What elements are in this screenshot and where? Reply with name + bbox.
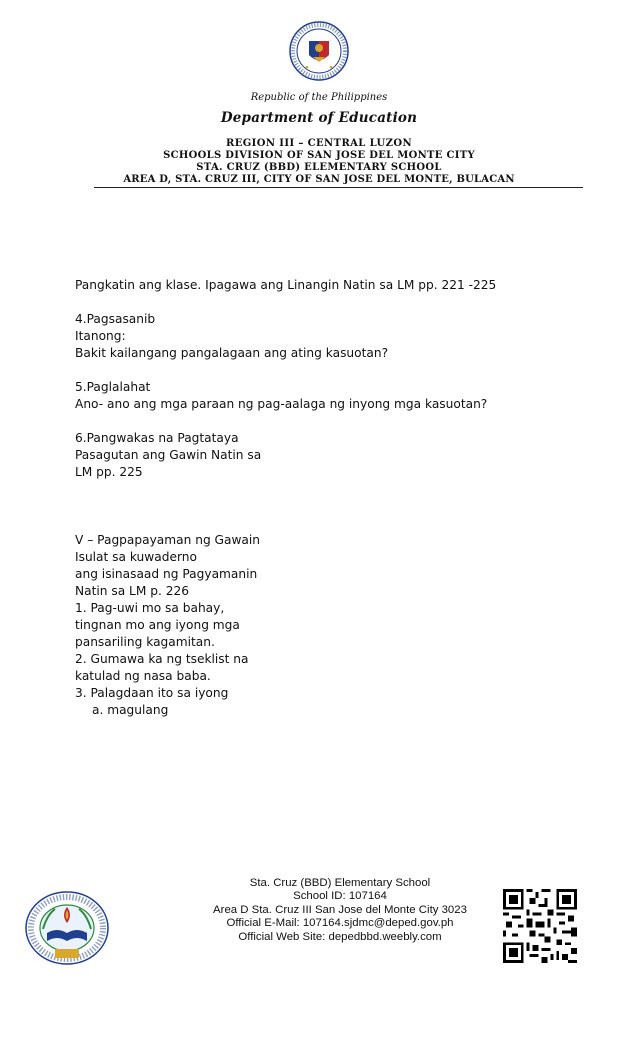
pagpapayaman-line: tingnan mo ang iyong mga [75, 618, 240, 632]
pagtataya-line: LM pp. 225 [75, 465, 143, 479]
pagpapayaman-heading: V – Pagpapayaman ng Gawain [75, 533, 261, 547]
footer-website: Official Web Site: depedbbd.weebly.com [238, 930, 442, 943]
pagpapayaman-line: katulad ng nasa baba. [75, 669, 211, 683]
header-divider [94, 187, 583, 188]
footer-contact [180, 877, 500, 944]
intro-text: Pangkatin ang klase. Ipagawa ang Linangin Natin sa LM pp. 221 -225 [75, 278, 497, 292]
pagpapayaman-line: 3. Palagdaan ito sa iyong [75, 686, 229, 700]
deped-seal-icon [289, 21, 349, 81]
pagpapayaman-line: 2. Gumawa ka ng tseklist na [75, 652, 249, 666]
pagpapayaman-line: Isulat sa kuwaderno [75, 550, 197, 564]
school-name-text: STA. CRUZ (BBD) ELEMENTARY SCHOOL [196, 162, 442, 173]
department-title: Department of Education [220, 110, 418, 126]
pagpapayaman-line: Natin sa LM p. 226 [75, 584, 189, 598]
qr-code-icon [503, 889, 577, 963]
pagsasanib-heading: 4.Pagsasanib [75, 312, 156, 326]
school-logo-icon [25, 891, 109, 965]
republic-text: Republic of the Philippines [250, 92, 388, 103]
itanong-label: Itanong: [75, 329, 126, 343]
paglalahat-heading: 5.Paglalahat [75, 380, 151, 394]
division-text: SCHOOLS DIVISION OF SAN JOSE DEL MONTE CITY [163, 150, 475, 161]
pagtataya-line: Pasagutan ang Gawin Natin sa [75, 448, 262, 462]
pagpapayaman-subitem: a. magulang [92, 703, 169, 717]
region-text: REGION III – CENTRAL LUZON [226, 138, 412, 149]
pagtataya-heading: 6.Pangwakas na Pagtataya [75, 431, 239, 445]
pagpapayaman-line: ang isinasaad ng Pagyamanin [75, 567, 258, 581]
footer-school-id: School ID: 107164 [293, 890, 387, 903]
footer-email: Official E-Mail: 107164.sjdmc@deped.gov.ph [226, 917, 454, 930]
footer-address: Area D Sta. Cruz III San Jose del Monte City 3023 [213, 903, 467, 916]
school-address-text: AREA D, STA. CRUZ III, CITY OF SAN JOSE DEL MONTE, BULACAN [123, 174, 515, 185]
pagpapayaman-line: 1. Pag-uwi mo sa bahay, [75, 601, 225, 615]
paglalahat-question: Ano- ano ang mga paraan ng pag-aalaga ng inyong mga kasuotan? [75, 397, 488, 411]
pagpapayaman-line: pansariling kagamitan. [75, 635, 215, 649]
lesson-body [75, 277, 595, 719]
pagsasanib-question: Bakit kailangang pangalagaan ang ating kasuotan? [75, 346, 389, 360]
footer-school-name: Sta. Cruz (BBD) Elementary School [249, 877, 431, 889]
